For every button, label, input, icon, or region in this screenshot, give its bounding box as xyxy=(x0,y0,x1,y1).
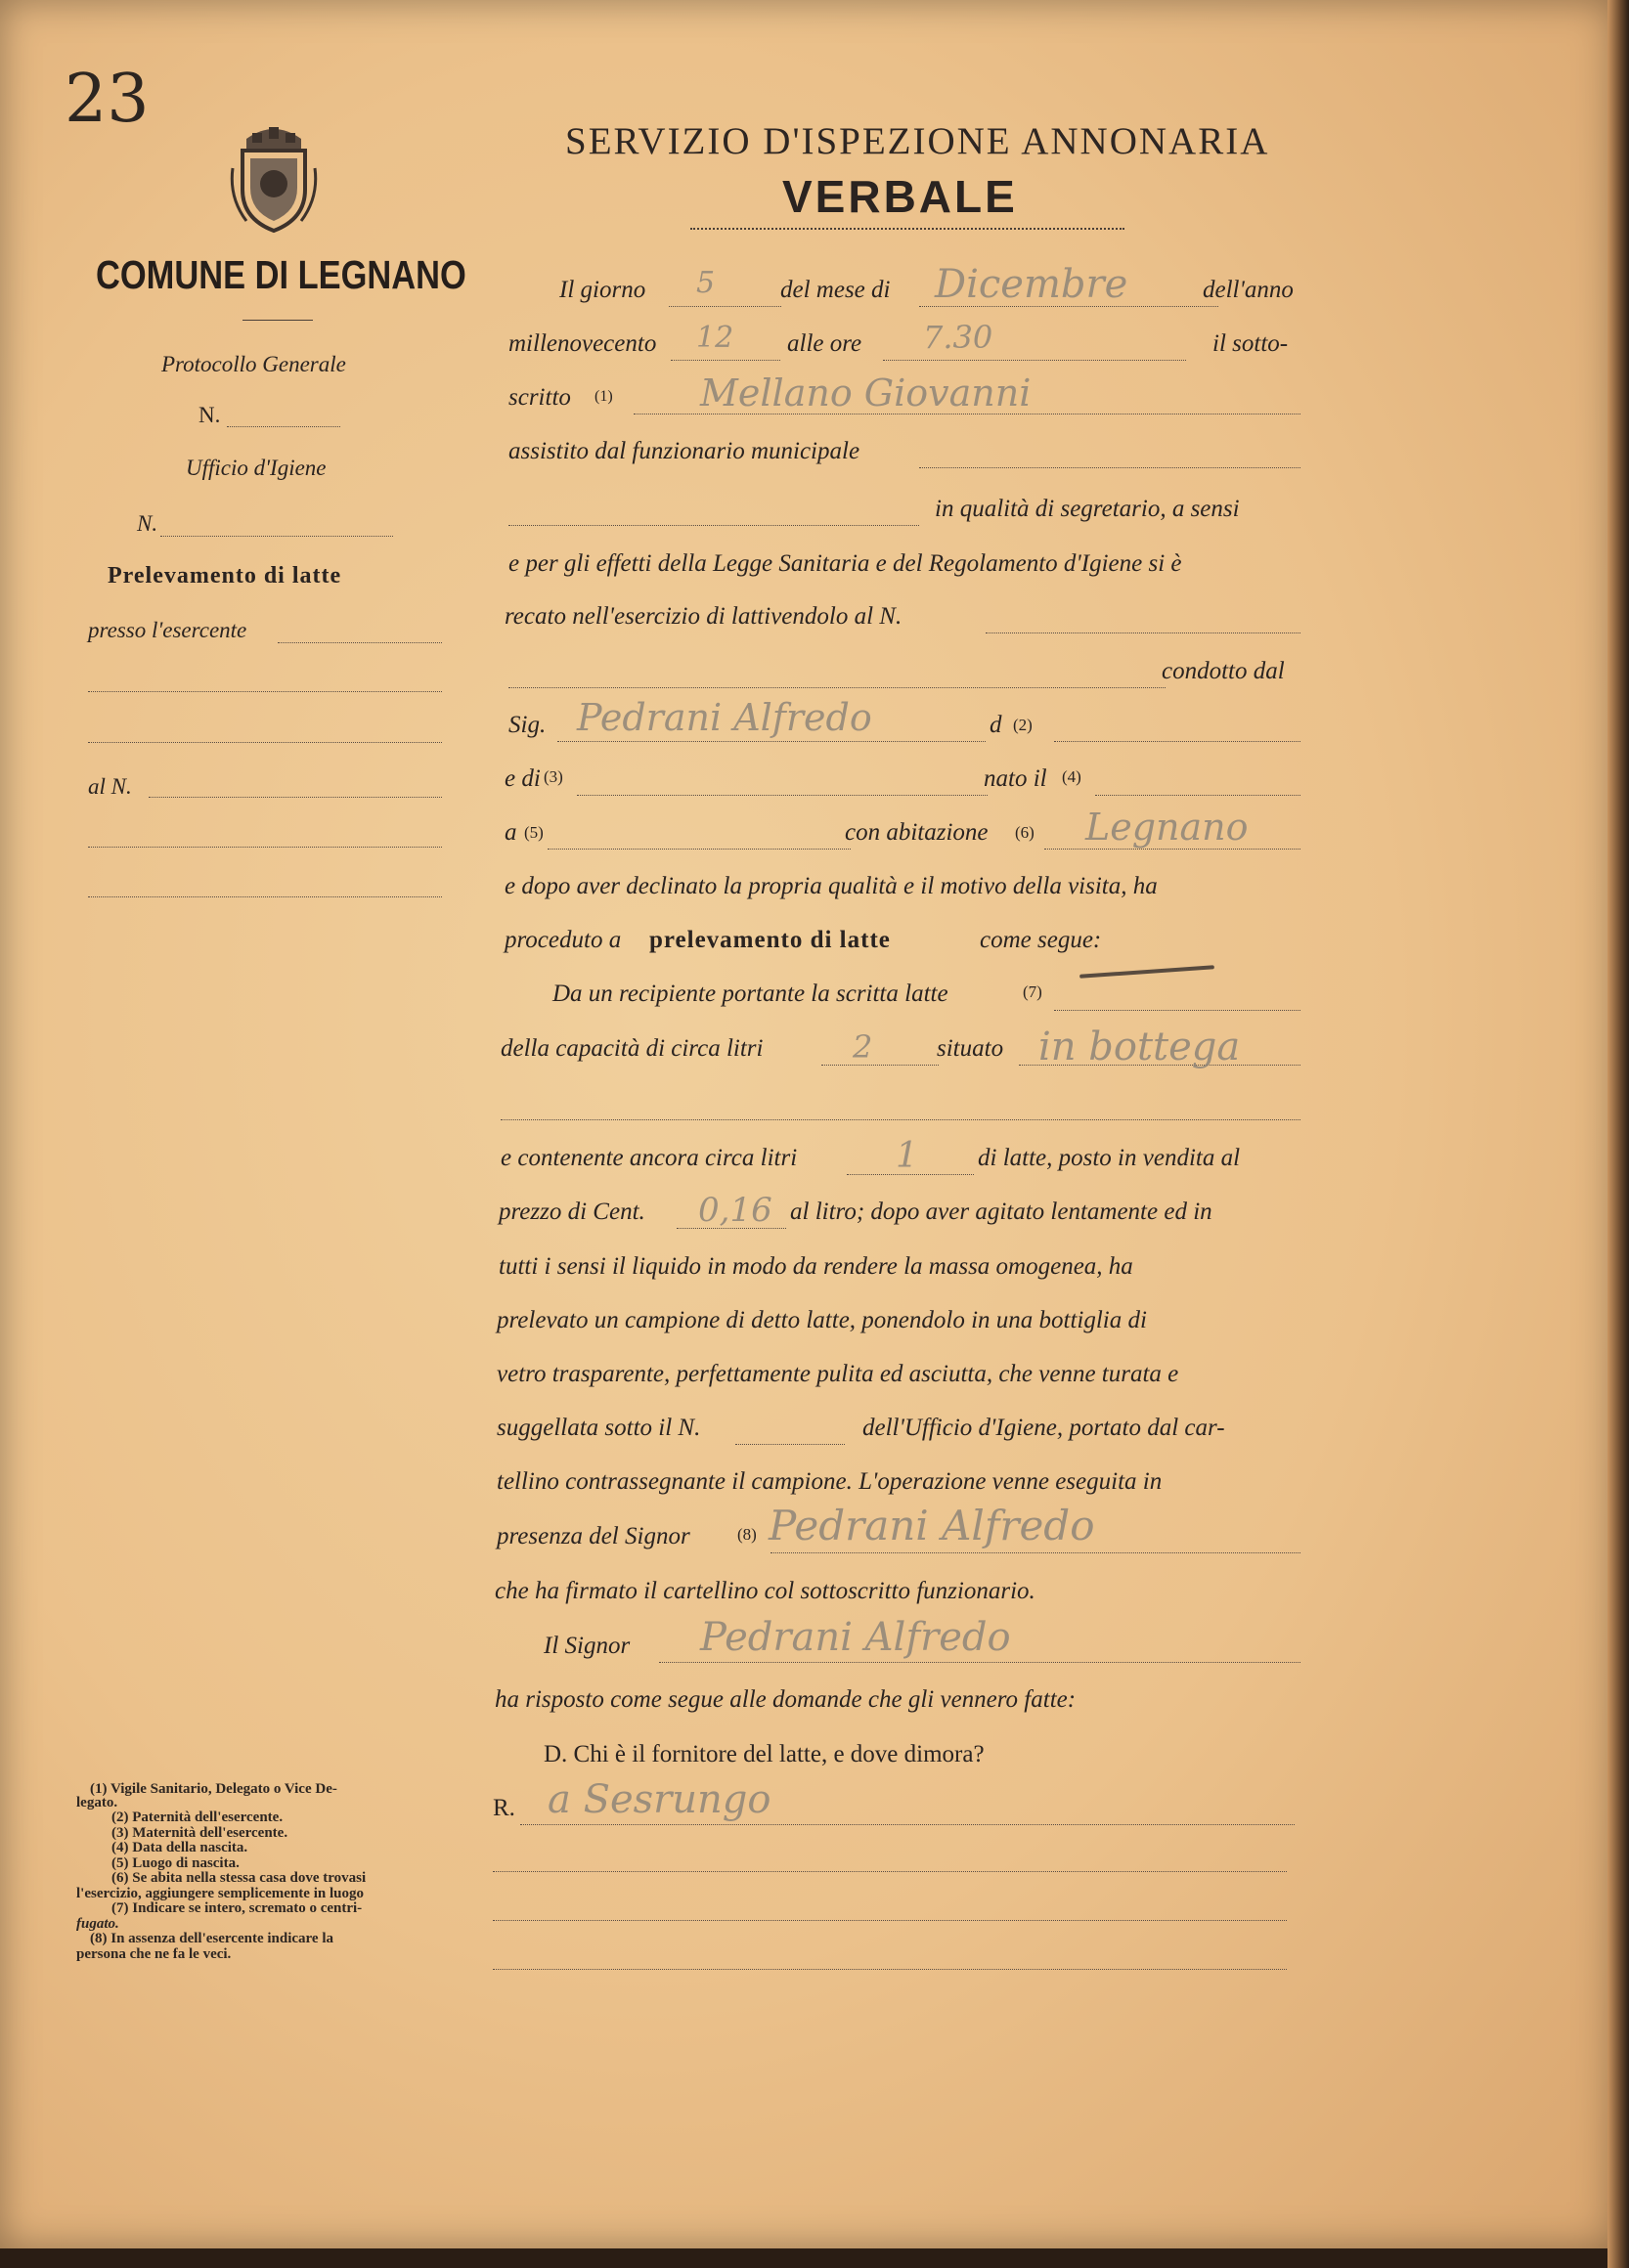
al-n-field-2[interactable] xyxy=(88,847,442,848)
paternity-field[interactable] xyxy=(1054,741,1300,742)
footnote: (8) In assenza dell'esercente indicare la xyxy=(90,1931,333,1946)
handwritten-month: Dicembre xyxy=(935,262,1128,307)
shop-address-field[interactable] xyxy=(508,687,1166,688)
footnote: (6) Se abita nella stessa casa dove trovasi xyxy=(111,1870,367,1886)
footnote: (2) Paternità dell'esercente. xyxy=(111,1810,284,1825)
container-label-field[interactable] xyxy=(1054,1010,1300,1011)
handwritten-location: in bottega xyxy=(1038,1025,1241,1069)
handwritten-undersigned: Mellano Giovanni xyxy=(700,371,1032,414)
presso-field-2[interactable] xyxy=(88,691,442,692)
handwritten-remaining: 1 xyxy=(896,1136,918,1176)
footnote: (4) Data della nascita. xyxy=(111,1840,248,1855)
birthdate-field[interactable] xyxy=(1095,795,1300,796)
protocol-label: Protocollo Generale xyxy=(161,352,346,376)
answer-field-2[interactable] xyxy=(493,1871,1287,1872)
year-field[interactable] xyxy=(671,360,780,361)
footnote: persona che ne fa le veci. xyxy=(76,1945,232,1962)
sig-name-field[interactable] xyxy=(557,741,986,742)
handwritten-year: 12 xyxy=(696,321,734,355)
location-field-2[interactable] xyxy=(501,1119,1300,1120)
official-field[interactable] xyxy=(919,467,1300,468)
capacity-field[interactable] xyxy=(821,1065,939,1066)
presence-field[interactable] xyxy=(770,1552,1300,1553)
handwritten-capacity: 2 xyxy=(853,1028,873,1066)
handwritten-residence: Legnano xyxy=(1085,806,1249,849)
service-title: SERVIZIO D'ISPEZIONE ANNONARIA xyxy=(565,120,1270,162)
handwritten-answer: a Sesrungo xyxy=(548,1777,771,1822)
handwritten-presence: Pedrani Alfredo xyxy=(769,1502,1095,1549)
signor-field[interactable] xyxy=(659,1662,1300,1663)
office-n-field[interactable] xyxy=(160,536,393,537)
handwritten-sig: Pedrani Alfredo xyxy=(577,696,872,739)
handwritten-container-mark xyxy=(1079,965,1214,979)
presso-label: presso l'esercente xyxy=(88,618,247,642)
protocol-n-field[interactable] xyxy=(227,426,340,427)
document-title: VERBALE xyxy=(782,171,1018,222)
handwritten-signor: Pedrani Alfredo xyxy=(700,1615,1011,1660)
coat-of-arms-icon xyxy=(227,119,321,235)
al-n-field[interactable] xyxy=(149,797,442,798)
hour-field[interactable] xyxy=(883,360,1186,361)
presso-field-3[interactable] xyxy=(88,742,442,743)
footnote: (3) Maternità dell'esercente. xyxy=(111,1824,288,1841)
footnote: legato. xyxy=(76,1794,118,1810)
footnotes xyxy=(76,1782,443,1962)
document-page: 23 COMUNE DI LEGNANO Protocollo Generale N. Ufficio d'Igiene N. Prelevamento di latte presso l'esercente al N. SERVIZIO D'ISPEZIONE ANNONARIA VERBALE Il giorno del mese di dell'anno millenovecento alle ore il sotto- scritto (1) assistito dal funzionario municipale in qualità di segretario, a sensi e per gli effetti della Legge Sanitaria e del Regolamento d'Igiene si è recato nell'esercizio di lattivendolo al N. condotto dal Sig. d (2) e di (3) nato il (4) a (5) con abitazione (6) e dopo aver declinato la propria qualità e il motivo della visita, ha proceduto a prelevamento di latte come segue: Da un recipiente portante la scritta latte (7) della capacità di circa litri situato e contenente ancora circa litri di latte, posto in vendita al prezzo di Cent. al litro; dopo aver agitato lentamente ed in tutti i sensi il liquido in modo da rendere la massa omogenea, ha prelevato un campione di detto latte, ponendolo in una bottiglia di vetro trasparente, perfettamente pulita ed asciutta, che venne turata e suggellata sotto il N. dell'Ufficio d'Igiene, portato dal car- tellino contrassegnante il campione. L'operazione venne eseguita in presenza del Signor (8) che ha firmato il cartellino col sottoscritto funzionario. Il Signor ha risposto come segue alle domande che gli vennero fatte: D. Chi è il fornitore del latte, e dove dimora? R. 5 Dicembre 12 7.30 Mellano Giovanni Pedrani Alfredo Legnano 2 in bottega 1 0,16 Pedrani Alfredo Pedrani Alfredo a Sesrungo (1) Vigile Sanitario, Delegato o Vice De- legato. (2) Paternità dell'esercente. (3) Maternità dell'esercente. (4) Data della nascita. (5) Luogo di nascita. (6) Se abita nella stessa casa dove trovasi l'esercizio, aggiungere semplicemente in luogo (7) Indicare se intero, scremato o centri- fugato. (8) In assenza dell'esercente indicare la persona che ne fa le veci. xyxy=(0,0,1613,2248)
presso-field[interactable] xyxy=(278,642,442,643)
sample-title: Prelevamento di latte xyxy=(108,563,342,589)
footnote: (5) Luogo di nascita. xyxy=(111,1854,240,1871)
secretary-field[interactable] xyxy=(508,525,919,526)
footnote: (1) Vigile Sanitario, Delegato o Vice De- xyxy=(90,1781,337,1797)
title-underline xyxy=(690,228,1124,230)
answer-field[interactable] xyxy=(520,1824,1295,1825)
footnote: fugato. xyxy=(76,1915,119,1932)
office-n-label: N. xyxy=(137,511,158,536)
paper-edge xyxy=(1607,0,1629,2268)
protocol-n-label: N. xyxy=(198,403,221,427)
page-number: 23 xyxy=(65,61,150,138)
answer-field-3[interactable] xyxy=(493,1920,1287,1921)
birthplace-field[interactable] xyxy=(548,849,851,850)
shop-number-field[interactable] xyxy=(986,632,1300,633)
residence-field[interactable] xyxy=(1044,849,1300,850)
footnote: l'esercizio, aggiungere semplicemente in luogo xyxy=(76,1885,364,1901)
handwritten-price: 0,16 xyxy=(698,1191,772,1230)
al-n-label: al N. xyxy=(88,774,132,799)
commune-name: COMUNE DI LEGNANO xyxy=(96,252,466,297)
seal-number-field[interactable] xyxy=(735,1444,845,1445)
handwritten-day: 5 xyxy=(696,266,716,300)
footnote: (7) Indicare se intero, scremato o centri- xyxy=(111,1900,363,1916)
maternity-field[interactable] xyxy=(577,795,988,796)
answer-field-4[interactable] xyxy=(493,1969,1287,1970)
handwritten-hour: 7.30 xyxy=(923,319,993,356)
divider xyxy=(242,320,313,321)
office-label: Ufficio d'Igiene xyxy=(186,456,327,480)
day-field[interactable] xyxy=(669,306,781,307)
al-n-field-3[interactable] xyxy=(88,896,442,897)
